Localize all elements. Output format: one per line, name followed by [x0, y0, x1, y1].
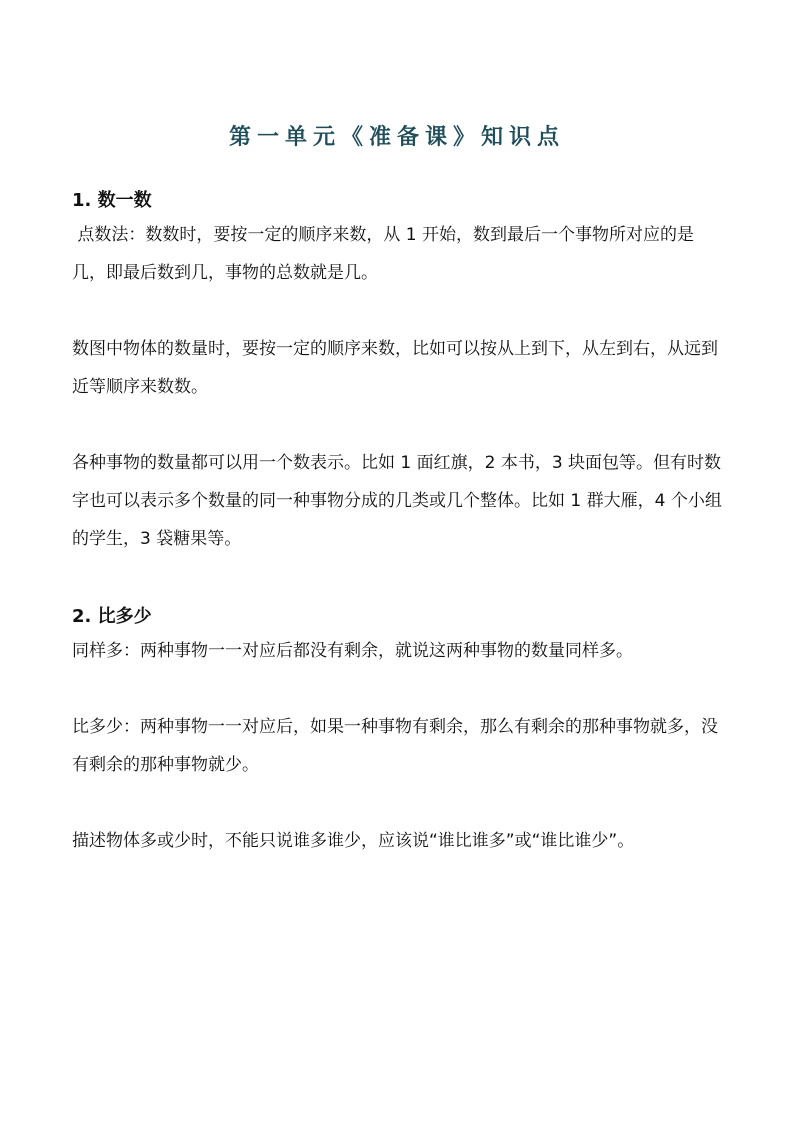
document-content [72, 186, 724, 860]
paragraph: 数图中物体的数量时，要按一定的顺序来数，比如可以按从上到下，从左到右，从远到近等顺序来数数。 [72, 339, 718, 397]
section-compare [72, 602, 724, 860]
paragraph: 比多少：两种事物一一对应后，如果一种事物有剩余，那么有剩余的那种事物就多，没有剩余的那种事物就少。 [72, 717, 718, 775]
document-title: 第一单元《准备课》知识点 [228, 124, 565, 150]
paragraph: 各种事物的数量都可以用一个数表示。比如 1 面红旗，2 本书，3 块面包等。但有时数字也可以表示多个数量的同一种事物分成的几类或几个整体。比如 1 群大雁，4 个小组的学生，3 袋糖果等。 [72, 453, 722, 549]
paragraph: 点数法：数数时，要按一定的顺序来数，从 1 开始，数到最后一个事物所对应的是几，即最后数到几，事物的总数就是几。 [72, 225, 695, 283]
paragraph: 描述物体多或少时，不能只说谁多谁少，应该说“谁比谁多”或“谁比谁少”。 [72, 831, 635, 851]
paragraph: 同样多：两种事物一一对应后都没有剩余，就说这两种事物的数量同样多。 [72, 641, 633, 661]
section-heading: 1. 数一数 [72, 190, 152, 211]
section-count [72, 186, 724, 558]
section-heading: 2. 比多少 [72, 606, 152, 627]
